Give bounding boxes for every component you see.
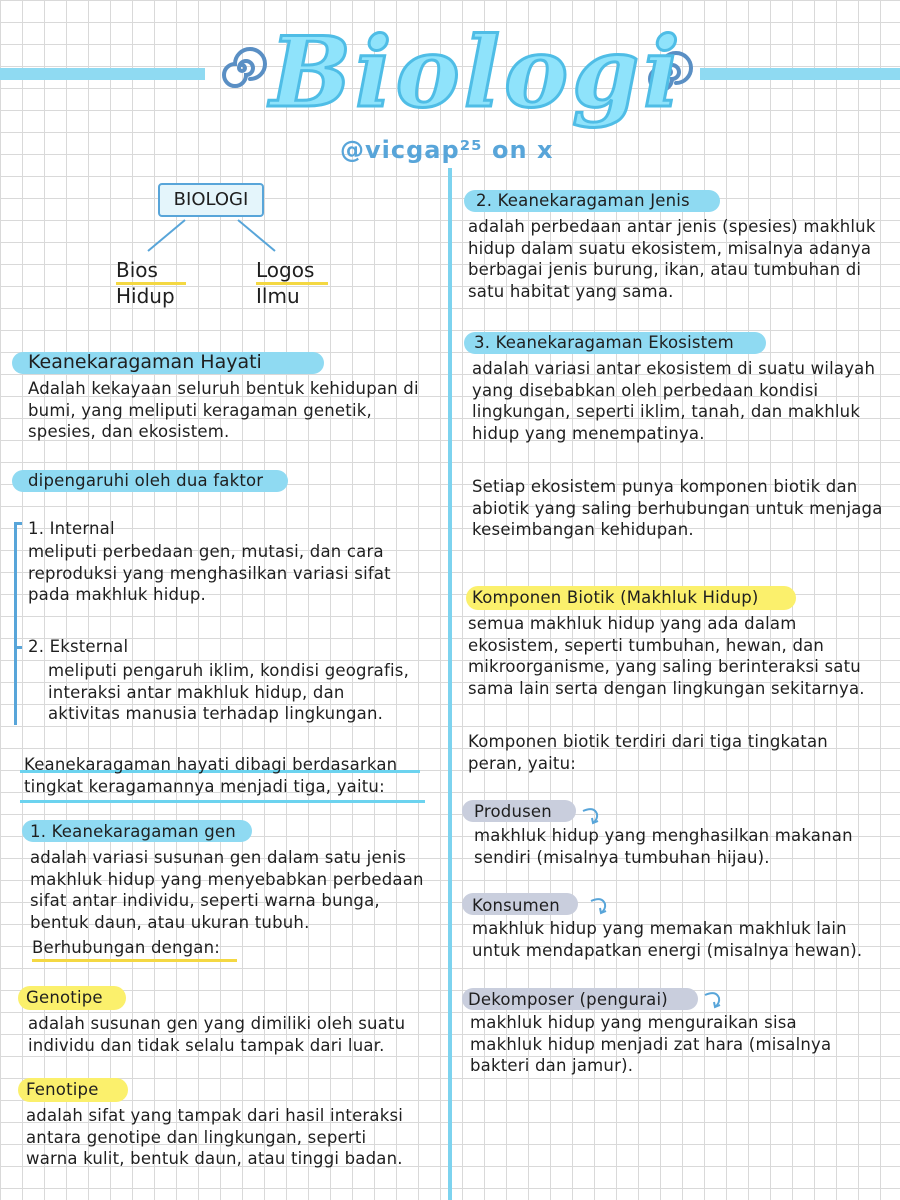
bracket-tick-top — [14, 522, 22, 525]
biotik-heading: Komponen Biotik (Makhluk Hidup) — [472, 588, 759, 607]
dekomposer-text: makhluk hidup yang menguraikan sisa makhluk hidup menjadi zat hara (misalnya bakteri dan jamur). — [470, 1013, 832, 1075]
gen-heading: 1. Keanekaragaman gen — [30, 822, 236, 841]
produsen-text: makhluk hidup yang menghasilkan makanan sendiri (misalnya tumbuhan hijau). — [474, 826, 853, 867]
swirl-icon-left — [212, 38, 272, 98]
diagram-root-label: BIOLOGI — [173, 189, 249, 210]
external-text: meliputi pengaruh iklim, kondisi geografis, interaksi antar makhluk hidup, dan aktivitas manusia terhadap lingkungan. — [48, 661, 410, 723]
column-divider — [448, 168, 452, 1200]
diagram-bios: Bios — [116, 258, 186, 285]
credit-text: @vicgap²⁵ on x — [340, 136, 554, 164]
fenotipe-text: adalah sifat yang tampak dari hasil interaksi antara genotipe dan lingkungan, seperti warna kulit, bentuk daun, atau tinggi badan. — [26, 1106, 404, 1168]
heading-keanekaragaman-hayati: Keanekaragaman Hayati — [28, 351, 262, 373]
jenis-heading: 2. Keanekaragaman Jenis — [476, 191, 690, 210]
genotipe-text: adalah susunan gen yang dimiliki oleh suatu individu dan tidak selalu tampak dari luar. — [28, 1014, 406, 1055]
division-text: Keanekaragaman hayati dibagi berdasarkan tingkat keragamannya menjadi tiga, yaitu: — [24, 755, 398, 796]
konsumen-arrow-icon — [588, 896, 612, 918]
bracket-tick-mid — [14, 646, 22, 649]
page-title: Biologi — [270, 16, 684, 129]
title-bar-right — [700, 68, 900, 80]
fenotipe-label: Fenotipe — [26, 1080, 99, 1099]
diagram-connectors — [140, 215, 290, 255]
diagram-logos: Logos — [256, 258, 328, 285]
division-line-bottom — [20, 800, 425, 803]
produsen-label: Produsen — [474, 802, 552, 821]
ekosistem-heading: 3. Keanekaragaman Ekosistem — [474, 333, 734, 352]
diagram-root-box — [158, 183, 264, 217]
jenis-text: adalah perbedaan antar jenis (spesies) makhluk hidup dalam suatu ekosistem, misalnya adanya berbagai jenis burung, ikan, atau tumbuhan di satu habitat yang sama. — [468, 217, 876, 301]
genotipe-label: Genotipe — [26, 988, 103, 1007]
dekomposer-label: Dekomposer (pengurai) — [468, 990, 668, 1009]
title-bar-left — [0, 68, 205, 80]
diagram-hidup: Hidup — [116, 284, 175, 308]
internal-label: 1. Internal — [28, 519, 115, 538]
factors-bracket — [14, 522, 17, 725]
factors-heading: dipengaruhi oleh dua faktor — [28, 471, 264, 490]
external-label: 2. Eksternal — [28, 637, 129, 656]
ekosistem-text: adalah variasi antar ekosistem di suatu wilayah yang disebabkan oleh perbedaan kondisi lingkungan, seperti iklim, tanah, dan makhluk hidup yang menempatinya. — [472, 359, 876, 443]
related-label: Berhubungan dengan: — [32, 937, 237, 962]
dekomposer-arrow-icon — [702, 990, 726, 1012]
diagram-ilmu: Ilmu — [256, 284, 300, 308]
definition-text: Adalah kekayaan seluruh bentuk kehidupan di bumi, yang meliputi keragaman genetik, spesies, dan ekosistem. — [28, 379, 419, 441]
konsumen-label: Konsumen — [472, 896, 560, 915]
konsumen-text: makhluk hidup yang memakan makhluk lain untuk mendapatkan energi (misalnya hewan). — [472, 919, 863, 960]
components-intro: Setiap ekosistem punya komponen biotik dan abiotik yang saling berhubungan untuk menjaga keseimbangan kehidupan. — [472, 477, 883, 539]
biotik-text: semua makhluk hidup yang ada dalam ekosistem, seperti tumbuhan, hewan, dan mikroorganisme, yang saling berinteraksi satu sama lain serta dengan lingkungan sekitarnya. — [468, 614, 865, 698]
internal-text: meliputi perbedaan gen, mutasi, dan cara reproduksi yang menghasilkan variasi sifat pada makhluk hidup. — [28, 542, 391, 604]
gen-text: adalah variasi susunan gen dalam satu jenis makhluk hidup yang menyebabkan perbedaan sifat antar individu, seperti warna bunga, bentuk daun, atau ukuran tubuh. — [30, 848, 424, 932]
roles-intro: Komponen biotik terdiri dari tiga tingkatan peran, yaitu: — [468, 732, 828, 773]
